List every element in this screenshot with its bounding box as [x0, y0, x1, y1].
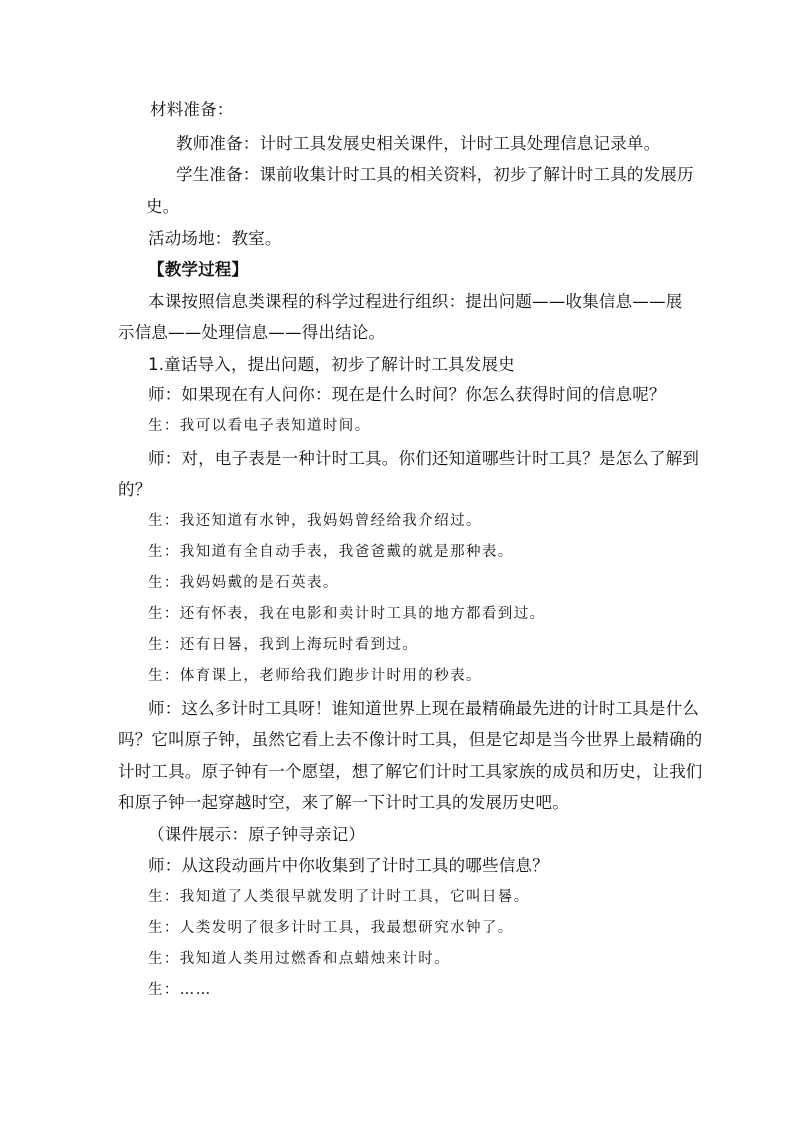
student-answer-7: 生：体育课上，老师给我们跑步计时用的秒表。	[148, 668, 482, 684]
activity-venue: 活动场地：教室。	[148, 229, 282, 248]
student-answer-9: 生：人类发明了很多计时工具，我最想研究水钟了。	[148, 920, 514, 936]
teacher-question-2-line-1: 师：对，电子表是一种计时工具。你们还知道哪些计时工具？是怎么了解到	[148, 449, 700, 468]
teacher-paragraph-line-2: 吗？它叫原子钟，虽然它看上去不像计时工具，但是它却是当今世界上最精确的	[118, 730, 703, 749]
teaching-process-heading: 【教学过程】	[148, 260, 249, 279]
courseware-note: （课件展示：原子钟寻亲记）	[148, 825, 366, 844]
student-answer-11: 生：……	[148, 982, 212, 998]
teacher-preparation: 教师准备：计时工具发展史相关课件，计时工具处理信息记录单。	[176, 134, 661, 153]
intro-paragraph-line-2: 示信息——处理信息——得出结论。	[118, 323, 386, 342]
student-answer-6: 生：还有日晷，我到上海玩时看到过。	[148, 637, 419, 653]
step-1-title: 1.童话导入，提出问题，初步了解计时工具发展史	[148, 355, 515, 374]
teacher-paragraph-line-4: 和原子钟一起穿越时空，来了解一下计时工具的发展历史吧。	[118, 793, 569, 812]
student-answer-8: 生：我知道了人类很早就发明了计时工具，它叫日晷。	[148, 889, 530, 905]
intro-paragraph-line-1: 本课按照信息类课程的科学过程进行组织：提出问题——收集信息——展	[148, 292, 683, 311]
student-preparation-line-2: 史。	[146, 197, 180, 216]
student-answer-10: 生：我知道人类用过燃香和点蜡烛来计时。	[148, 951, 451, 967]
student-answer-5: 生：还有怀表，我在电影和卖计时工具的地方都看到过。	[148, 606, 546, 622]
student-answer-3: 生：我知道有全自动手表，我爸爸戴的就是那种表。	[148, 544, 514, 560]
teacher-question-3: 师：从这段动画片中你收集到了计时工具的哪些信息？	[148, 856, 549, 875]
teacher-question-1: 师：如果现在有人问你：现在是什么时间？你怎么获得时间的信息呢？	[148, 385, 666, 404]
student-answer-2: 生：我还知道有水钟，我妈妈曾经给我介绍过。	[148, 513, 482, 529]
student-answer-4: 生：我妈妈戴的是石英表。	[148, 575, 339, 591]
materials-title: 材料准备：	[150, 100, 234, 119]
student-preparation-line-1: 学生准备：课前收集计时工具的相关资料，初步了解计时工具的发展历	[176, 165, 694, 184]
teacher-question-2-line-2: 的？	[118, 480, 152, 499]
teacher-paragraph-line-3: 计时工具。原子钟有一个愿望，想了解它们计时工具家族的成员和历史，让我们	[118, 762, 703, 781]
student-answer-1: 生：我可以看电子表知道时间。	[148, 418, 371, 434]
teacher-paragraph-line-1: 师：这么多计时工具呀！谁知道世界上现在最精确最先进的计时工具是什么	[148, 699, 700, 718]
